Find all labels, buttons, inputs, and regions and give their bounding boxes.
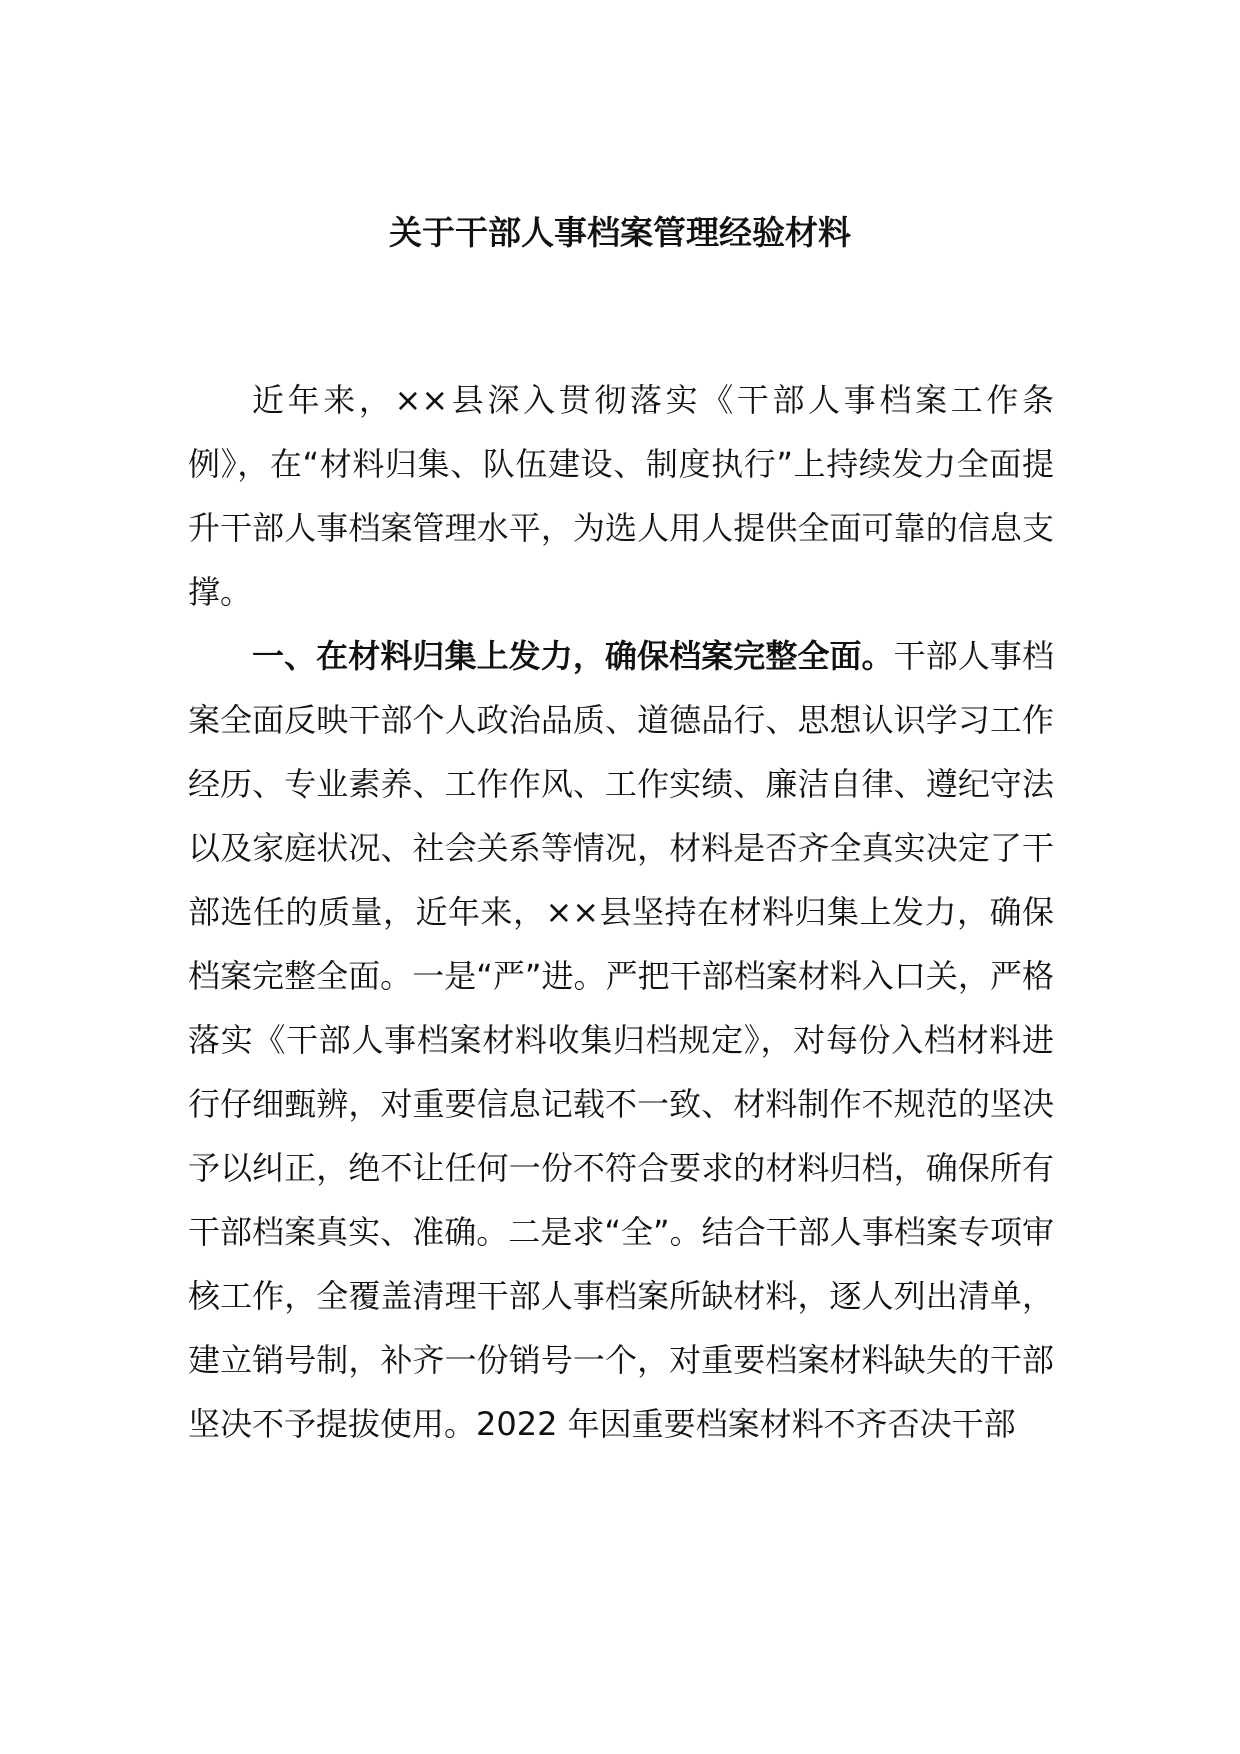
paragraph-intro-text: 近年来，××县深入贯彻落实《干部人事档案工作条例》，在“材料归集、队伍建设、制度执行”上持续发力全面提升干部人事档案管理水平，为选人用人提供全面可靠的信息支撑。 — [188, 381, 1054, 611]
paragraph-intro — [188, 368, 1054, 624]
section-one-text: 干部人事档案全面反映干部个人政治品质、道德品行、思想认识学习工作经历、专业素养、工作作风、工作实绩、廉洁自律、遵纪守法以及家庭状况、社会关系等情况，材料是否齐全真实决定了干部选任的质量，近年来，××县坚持在材料归集上发力，确保档案完整全面。一是“严”进。严把干部档案材料入口关，严格落实《干部人事档案材料收集归档规定》，对每份入档材料进行仔细甄辨，对重要信息记载不一致、材料制作不规范的坚决予以纠正，绝不让任何一份不符合要求的材料归档，确保所有干部档案真实、准确。二是求“全”。结合干部人事档案专项审核工作，全覆盖清理干部人事档案所缺材料，逐人列出清单，建立销号制，补齐一份销号一个，对重要档案材料缺失的干部坚决不予提拔使用。2022 年因重要档案材料不齐否决干部 — [188, 637, 1054, 1443]
document-title: 关于干部人事档案管理经验材料 — [389, 213, 851, 252]
document-body — [188, 368, 1054, 1456]
paragraph-section-one — [188, 624, 1054, 1456]
section-one-heading: 一、在材料归集上发力，确保档案完整全面。 — [252, 637, 894, 675]
